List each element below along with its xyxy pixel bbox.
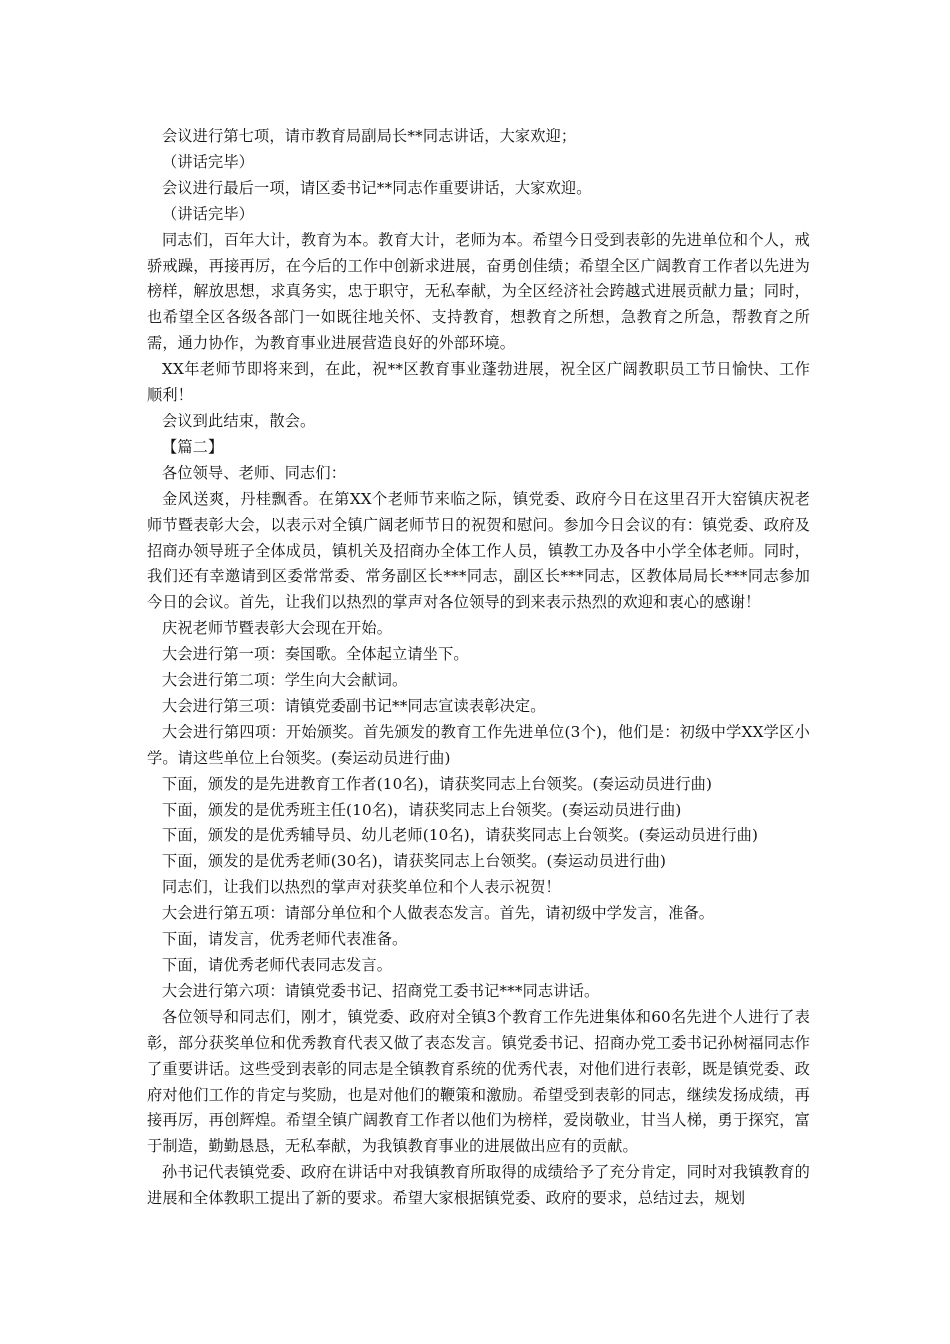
paragraph: 孙书记代表镇党委、政府在讲话中对我镇教育所取得的成绩给予了充分肯定，同时对我镇教育的进展和全体教职工提出了新的要求。希望大家根据镇党委、政府的要求，总结过去，规划 <box>147 1163 810 1208</box>
paragraph: （讲话完毕） <box>162 204 255 223</box>
paragraph: 会议进行最后一项，请区委书记**同志作重要讲话，大家欢迎。 <box>162 178 592 197</box>
paragraph: 下面，请发言，优秀老师代表准备。 <box>162 930 408 949</box>
salutation: 各位领导、老师、同志们： <box>162 463 347 482</box>
paragraph: 同志们，让我们以热烈的掌声对获奖单位和个人表示祝贺！ <box>162 878 561 897</box>
paragraph: 庆祝老师节暨表彰大会现在开始。 <box>162 619 393 638</box>
paragraph: 大会进行第四项：开始颁奖。首先颁发的教育工作先进单位(3个)，他们是：初级中学XX学区小学。请这些单位上台领奖。(奏运动员进行曲) <box>147 722 810 767</box>
paragraph: 下面，颁发的是优秀辅导员、幼儿老师(10名)，请获奖同志上台领奖。(奏运动员进行曲) <box>162 826 759 845</box>
paragraph: 会议进行第七项，请市教育局副局长**同志讲话，大家欢迎； <box>162 127 577 145</box>
paragraph: 下面，颁发的是优秀老师(30名)，请获奖同志上台领奖。(奏运动员进行曲) <box>162 852 667 871</box>
section-heading: 【篇二】 <box>162 437 224 456</box>
paragraph: XX年老师节即将来到，在此，祝**区教育事业蓬勃进展，祝全区广阔教职员工节日愉快、工作顺利！ <box>147 360 810 405</box>
paragraph: 会议到此结束，散会。 <box>162 411 316 430</box>
paragraph: （讲话完毕） <box>162 152 255 171</box>
paragraph: 大会进行第三项：请镇党委副书记**同志宣读表彰决定。 <box>162 696 546 715</box>
document-body <box>147 124 810 1212</box>
paragraph: 大会进行第六项：请镇党委书记、招商党工委书记***同志讲话。 <box>162 981 600 1000</box>
paragraph: 各位领导和同志们，刚才，镇党委、政府对全镇3个教育工作先进集体和60名先进个人进行了表彰，部分获奖单位和优秀教育代表又做了表态发言。镇党委书记、招商办党工委书记孙树福同志作了重要讲话。这些受到表彰的同志是全镇教育系统的优秀代表，对他们进行表彰，既是镇党委、政府对他们工作的肯定与奖励，也是对他们的鞭策和激励。希望受到表彰的同志，继续发扬成绩，再接再厉，再创辉煌。希望全镇广阔教育工作者以他们为榜样，爱岗敬业，甘当人梯，勇于探究，富于制造，勤勤恳恳，无私奉献，为我镇教育事业的进展做出应有的贡献。 <box>147 1007 810 1156</box>
paragraph: 金风送爽，丹桂飘香。在第XX个老师节来临之际，镇党委、政府今日在这里召开大窑镇庆祝老师节暨表彰大会，以表示对全镇广阔老师节日的祝贺和慰问。参加今日会议的有：镇党委、政府及招商办领导班子全体成员，镇机关及招商办全体工作人员，镇教工办及各中小学全体老师。同时，我们还有幸邀请到区委常常委、常务副区长***同志，副区长***同志，区教体局局长***同志参加今日的会议。首先，让我们以热烈的掌声对各位领导的到来表示热烈的欢迎和衷心的感谢！ <box>147 489 810 612</box>
paragraph: 下面，颁发的是优秀班主任(10名)，请获奖同志上台领奖。(奏运动员进行曲) <box>162 800 682 819</box>
paragraph: 大会进行第五项：请部分单位和个人做表态发言。首先，请初级中学发言，准备。 <box>162 904 715 923</box>
paragraph: 大会进行第二项：学生向大会献词。 <box>162 671 408 690</box>
paragraph: 大会进行第一项：奏国歌。全体起立请坐下。 <box>162 645 469 664</box>
paragraph: 同志们，百年大计，教育为本。教育大计，老师为本。希望今日受到表彰的先进单位和个人，戒骄戒躁，再接再厉，在今后的工作中创新求进展，奋勇创佳绩；希望全区广阔教育工作者以先进为榜样，解放思想，求真务实，忠于职守，无私奉献，为全区经济社会跨越式进展贡献力量；同时，也希望全区各级各部门一如既往地关怀、支持教育，想教育之所想，急教育之所急，帮教育之所需，通力协作，为教育事业进展营造良好的外部环境。 <box>147 230 810 353</box>
paragraph: 下面，请优秀老师代表同志发言。 <box>162 956 393 974</box>
paragraph: 下面，颁发的是先进教育工作者(10名)，请获奖同志上台领奖。(奏运动员进行曲) <box>162 774 713 793</box>
